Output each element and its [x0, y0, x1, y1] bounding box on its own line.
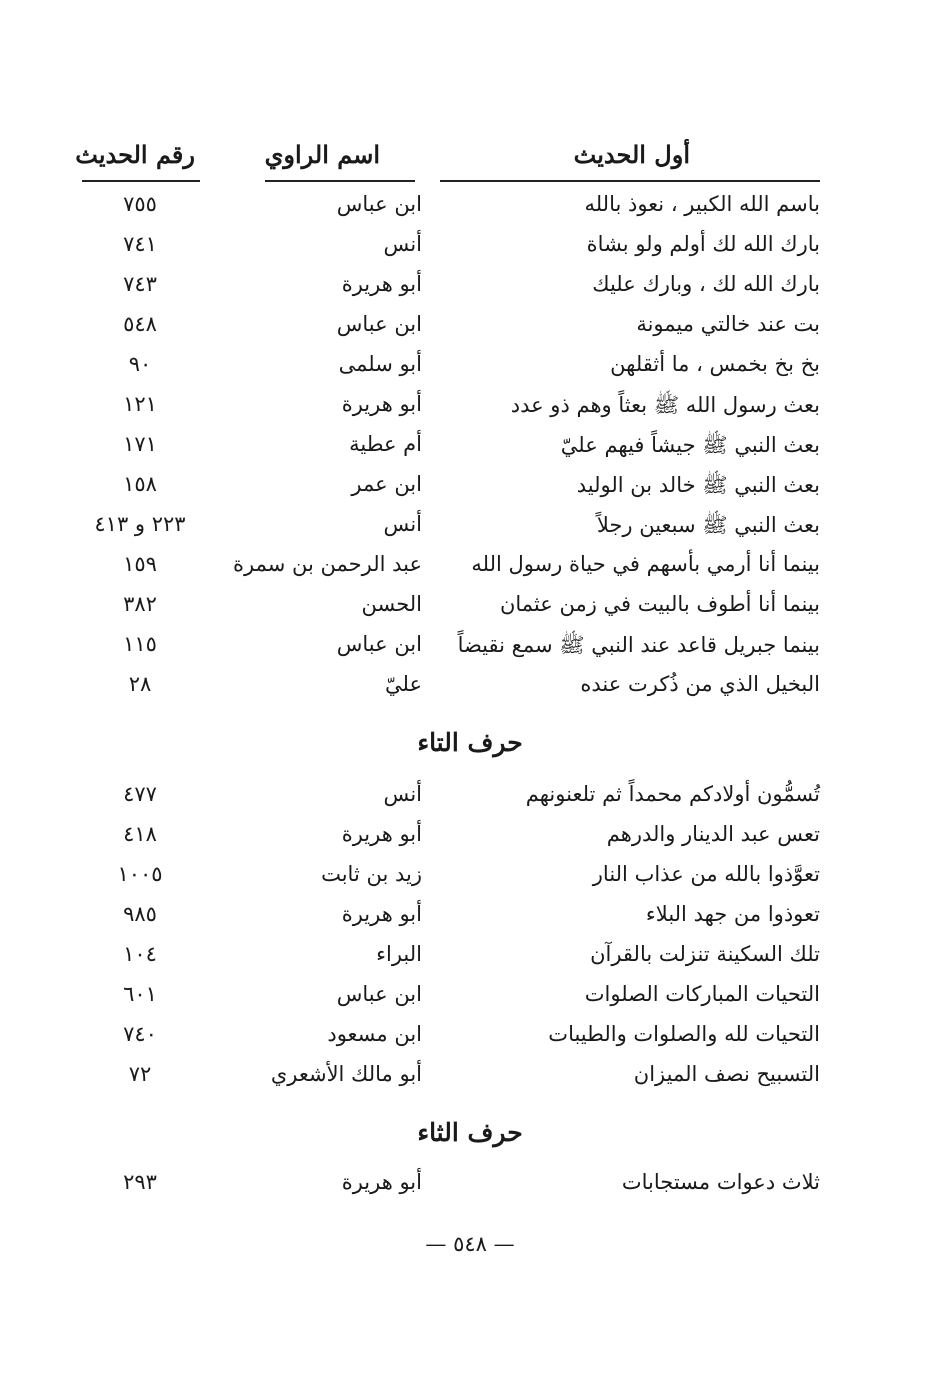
hadith-narrator: زيد بن ثابت: [321, 862, 422, 886]
hadith-narrator: البراء: [376, 942, 422, 966]
hadith-number: ٩٨٥: [123, 902, 157, 926]
hadith-narrator: ابن عباس: [336, 632, 422, 656]
table-row: [80, 432, 830, 468]
header-first-words: أول الحديث: [573, 140, 690, 169]
header-underline: [265, 180, 415, 182]
hadith-first-words: تُسمُّون أولادكم محمداً ثم تلعنونهم: [525, 782, 820, 806]
table-row: [80, 782, 830, 818]
hadith-first-words: بينما أنا أطوف بالبيت في زمن عثمان: [499, 592, 820, 616]
hadith-narrator: أنس: [383, 782, 422, 806]
hadith-first-words: بعث النبي ﷺ سبعين رجلاً: [596, 513, 820, 537]
hadith-number: ١٧١: [123, 432, 157, 456]
hadith-number: ٤٧٧: [123, 782, 157, 806]
hadith-number: ٢٩٣: [123, 1170, 157, 1194]
hadith-first-words: بارك الله لك ، وبارك عليك: [592, 272, 820, 296]
hadith-first-words: التسبيح نصف الميزان: [633, 1062, 820, 1086]
hadith-first-words: بعث النبي ﷺ جيشاً فيهم عليّ: [560, 433, 820, 457]
hadith-number: ١٥٩: [123, 552, 157, 576]
table-row: [80, 982, 830, 1018]
header-narrator: اسم الراوي: [264, 140, 380, 169]
table-row: [80, 672, 830, 708]
table-row: [80, 632, 830, 668]
table-row: [80, 592, 830, 628]
hadith-number: ٧٥٥: [123, 192, 157, 216]
table-row: [80, 552, 830, 588]
hadith-first-words: بعث النبي ﷺ خالد بن الوليد: [576, 473, 820, 497]
hadith-number: ٧٢: [128, 1062, 152, 1086]
table-row: [80, 392, 830, 428]
hadith-narrator: ابن عباس: [336, 982, 422, 1006]
table-row: [80, 352, 830, 388]
table-row: [80, 192, 830, 228]
hadith-first-words: تلك السكينة تنزلت بالقرآن: [590, 942, 820, 966]
hadith-narrator: أبو مالك الأشعري: [270, 1062, 422, 1086]
header-number: رقم الحديث: [75, 140, 195, 169]
hadith-first-words: بينما جبريل قاعد عند النبي ﷺ سمع نقيضاً: [457, 633, 820, 657]
table-header: [75, 140, 830, 180]
hadith-narrator: أبو هريرة: [341, 272, 422, 296]
hadith-number: ١٠٠٥: [117, 862, 163, 886]
section-title-tha: حرف الثاء: [417, 1118, 523, 1147]
table-row: [80, 1170, 830, 1206]
hadith-narrator: أبو هريرة: [341, 1170, 422, 1194]
table-row: [80, 1062, 830, 1098]
hadith-first-words: بعث رسول الله ﷺ بعثاً وهم ذو عدد: [510, 393, 820, 417]
hadith-narrator: عبد الرحمن بن سمرة: [233, 552, 422, 576]
hadith-number: ٩٠: [128, 352, 152, 376]
hadith-number: ٢٢٣ و ٤١٣: [94, 512, 186, 536]
hadith-number: ١٥٨: [123, 472, 157, 496]
hadith-narrator: أم عطية: [349, 432, 422, 456]
hadith-number: ٦٠١: [123, 982, 157, 1006]
table-row: [80, 512, 830, 548]
hadith-number: ٥٤٨: [123, 312, 157, 336]
page-number: — ٥٤٨ —: [425, 1232, 515, 1256]
hadith-number: ٣٨٢: [123, 592, 157, 616]
hadith-narrator: ابن عباس: [336, 312, 422, 336]
header-underline: [440, 180, 820, 182]
hadith-number: ١١٥: [123, 632, 157, 656]
table-row: [80, 822, 830, 858]
hadith-narrator: ابن عمر: [351, 472, 422, 496]
hadith-first-words: باسم الله الكبير ، نعوذ بالله: [584, 192, 820, 216]
table-row: [80, 472, 830, 508]
hadith-first-words: تعوذوا من جهد البلاء: [645, 902, 820, 926]
table-row: [80, 902, 830, 938]
hadith-narrator: عليّ: [385, 672, 422, 696]
hadith-number: ٢٨: [128, 672, 152, 696]
hadith-number: ١٢١: [123, 392, 157, 416]
hadith-first-words: البخيل الذي من ذُكرت عنده: [580, 672, 820, 696]
hadith-number: ١٠٤: [123, 942, 157, 966]
hadith-narrator: أبو سلمى: [338, 352, 422, 376]
hadith-narrator: أبو هريرة: [341, 822, 422, 846]
table-row: [80, 232, 830, 268]
hadith-first-words: تعس عبد الدينار والدرهم: [606, 822, 820, 846]
hadith-first-words: تعوَّذوا بالله من عذاب النار: [592, 862, 820, 886]
hadith-narrator: أنس: [383, 232, 422, 256]
hadith-narrator: ابن عباس: [336, 192, 422, 216]
hadith-first-words: ثلاث دعوات مستجابات: [621, 1170, 820, 1194]
hadith-first-words: بارك الله لك أولم ولو بشاة: [586, 232, 820, 256]
hadith-narrator: أنس: [383, 512, 422, 536]
hadith-first-words: التحيات المباركات الصلوات: [584, 982, 820, 1006]
hadith-number: ٧٤٣: [123, 272, 157, 296]
hadith-first-words: بينما أنا أرمي بأسهم في حياة رسول الله: [471, 552, 820, 576]
table-row: [80, 272, 830, 308]
table-row: [80, 862, 830, 898]
table-row: [80, 1022, 830, 1058]
hadith-narrator: ابن مسعود: [327, 1022, 422, 1046]
hadith-narrator: أبو هريرة: [341, 902, 422, 926]
hadith-narrator: أبو هريرة: [341, 392, 422, 416]
hadith-number: ٧٤٠: [123, 1022, 157, 1046]
table-row: [80, 942, 830, 978]
hadith-number: ٤١٨: [123, 822, 157, 846]
hadith-first-words: بخ بخ بخمس ، ما أثقلهن: [610, 352, 820, 376]
hadith-number: ٧٤١: [123, 232, 157, 256]
hadith-first-words: بت عند خالتي ميمونة: [636, 312, 820, 336]
header-underline: [82, 180, 200, 182]
hadith-first-words: التحيات لله والصلوات والطيبات: [548, 1022, 820, 1046]
table-row: [80, 312, 830, 348]
section-title-ta: حرف التاء: [417, 728, 523, 757]
hadith-narrator: الحسن: [361, 592, 422, 616]
